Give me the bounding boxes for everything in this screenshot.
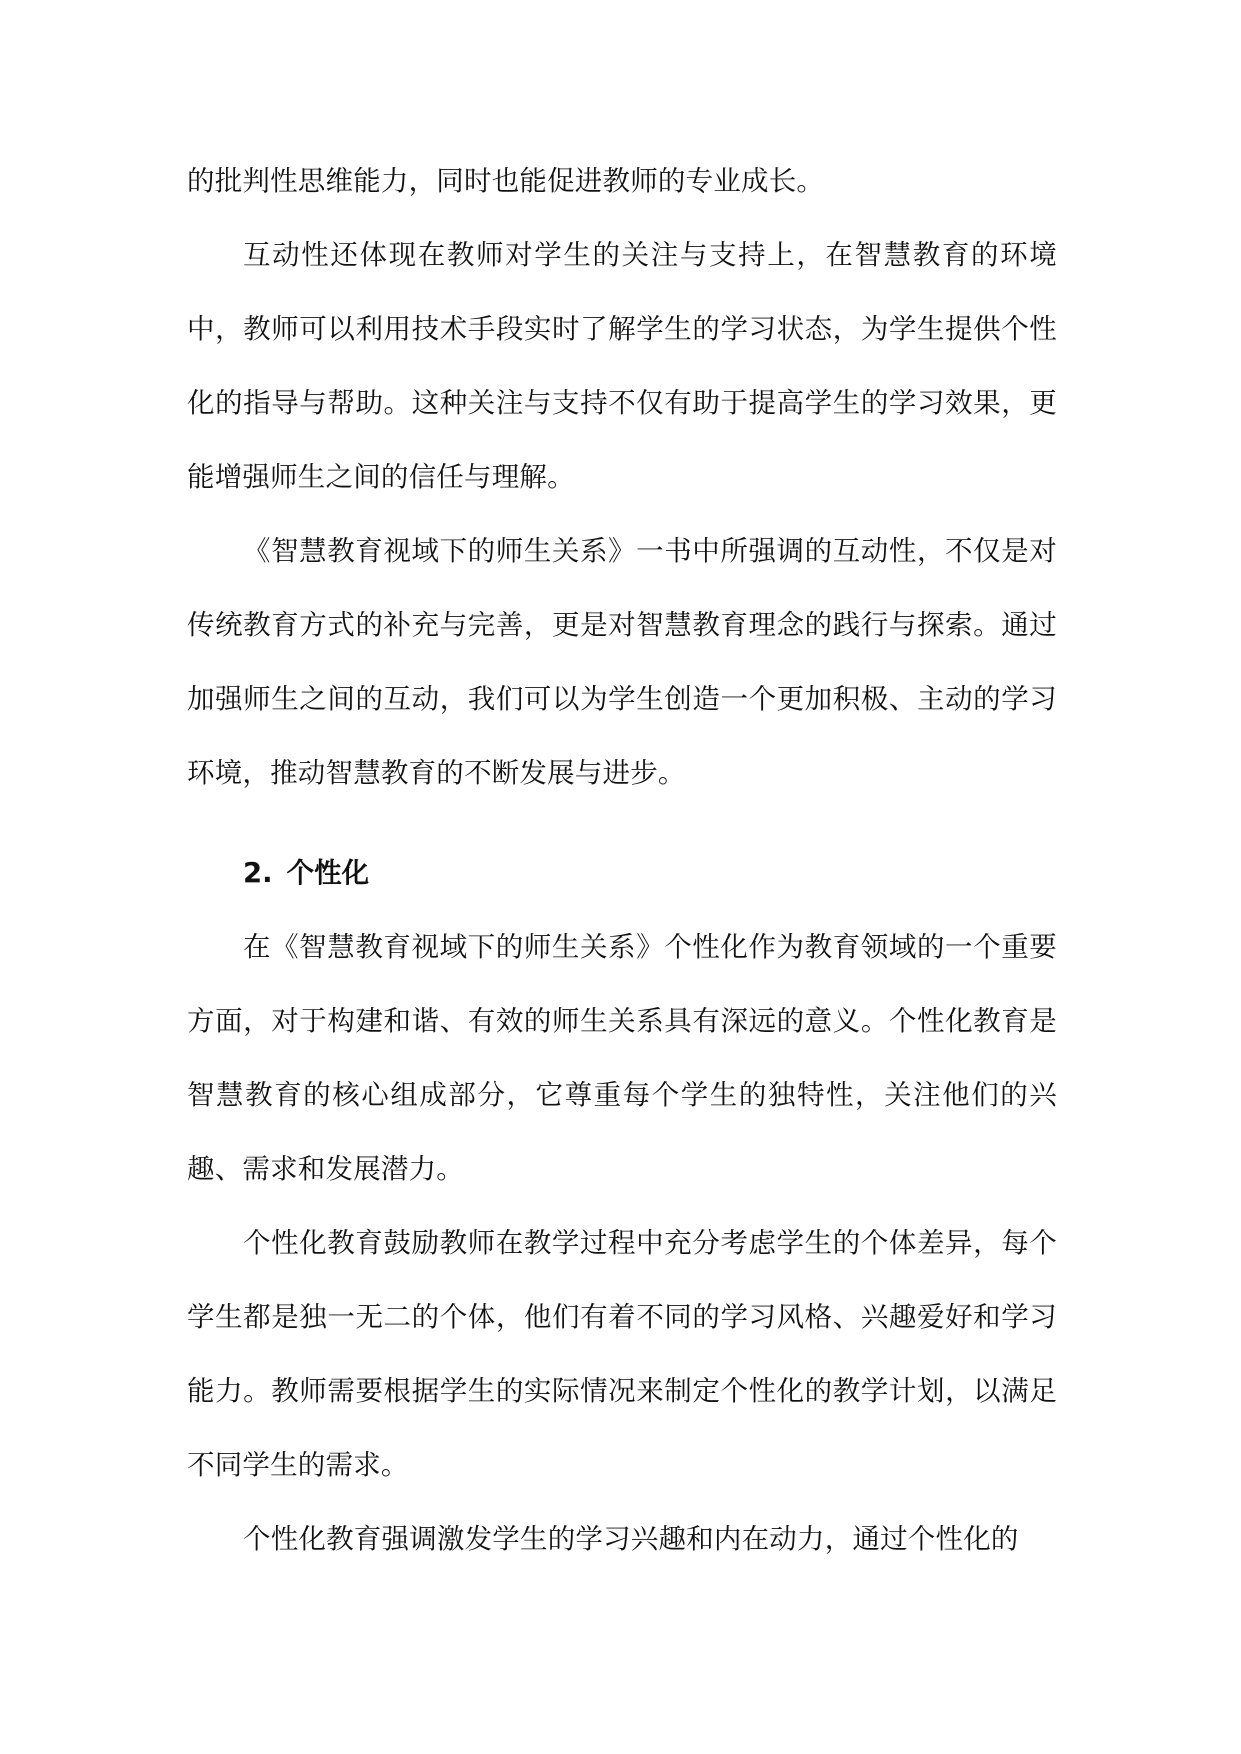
section-title: 个性化	[286, 857, 370, 889]
paragraph-personalization-intro: 在《智慧教育视域下的师生关系》个性化作为教育领域的一个重要方面，对于构建和谐、有效的师生关系具有深远的意义。个性化教育是智慧教育的核心组成部分，它尊重每个学生的独特性，关注他们的兴趣、需求和发展潜力。	[187, 931, 1057, 1185]
paragraph-interaction-support: 互动性还体现在教师对学生的关注与支持上，在智慧教育的环境中，教师可以利用技术手段实时了解学生的学习状态，为学生提供个性化的指导与帮助。这种关注与支持不仅有助于提高学生的学习效果，更能增强师生之间的信任与理解。	[187, 239, 1057, 493]
section-number: 2.	[243, 857, 273, 889]
section-heading	[187, 836, 1057, 910]
document-body	[187, 144, 1057, 1576]
paragraph-personalization-differences: 个性化教育鼓励教师在教学过程中充分考虑学生的个体差异，每个学生都是独一无二的个体，他们有着不同的学习风格、兴趣爱好和学习能力。教师需要根据学生的实际情况来制定个性化的教学计划，以满足不同学生的需求。	[187, 1227, 1057, 1481]
paragraph-interaction-summary: 《智慧教育视域下的师生关系》一书中所强调的互动性，不仅是对传统教育方式的补充与完善，更是对智慧教育理念的践行与探索。通过加强师生之间的互动，我们可以为学生创造一个更加积极、主动的学习环境，推动智慧教育的不断发展与进步。	[187, 535, 1057, 789]
paragraph-continuation: 的批判性思维能力，同时也能促进教师的专业成长。	[187, 165, 825, 197]
paragraph-personalization-motivation: 个性化教育强调激发学生的学习兴趣和内在动力，通过个性化的	[243, 1523, 1019, 1555]
